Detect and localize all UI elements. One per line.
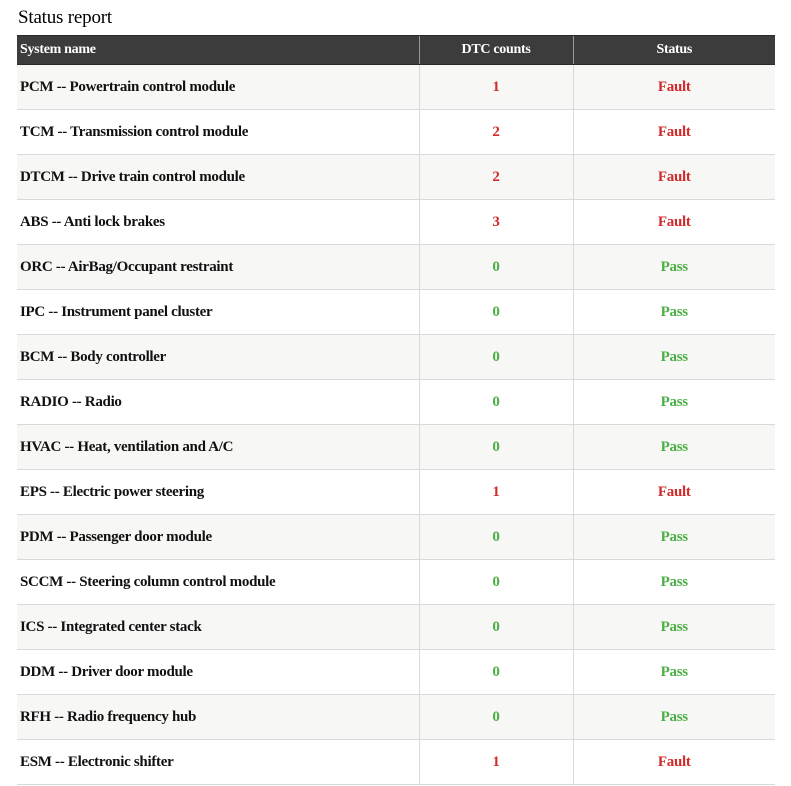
table-row [17, 380, 775, 425]
dtc-count-cell: 0 [419, 695, 573, 740]
dtc-count-cell: 2 [419, 110, 573, 155]
status-cell: Pass [573, 560, 775, 605]
status-cell: Pass [573, 335, 775, 380]
dtc-count-cell: 1 [419, 65, 573, 110]
status-cell: Pass [573, 380, 775, 425]
table-header [17, 36, 775, 65]
system-name-cell: ABS -- Anti lock brakes [17, 200, 419, 245]
dtc-count-cell: 0 [419, 290, 573, 335]
table-body [17, 65, 775, 785]
status-table [17, 35, 775, 785]
system-name-cell: SCCM -- Steering column control module [17, 560, 419, 605]
dtc-count-cell: 0 [419, 605, 573, 650]
table-row [17, 155, 775, 200]
system-name-cell: IPC -- Instrument panel cluster [17, 290, 419, 335]
dtc-count-cell: 0 [419, 560, 573, 605]
status-cell: Fault [573, 470, 775, 515]
dtc-count-cell: 0 [419, 425, 573, 470]
system-name-cell: ORC -- AirBag/Occupant restraint [17, 245, 419, 290]
status-cell: Fault [573, 65, 775, 110]
system-name-cell: DDM -- Driver door module [17, 650, 419, 695]
status-cell: Fault [573, 740, 775, 785]
status-cell: Fault [573, 200, 775, 245]
header-row [17, 36, 775, 65]
dtc-count-cell: 1 [419, 740, 573, 785]
system-name-cell: ICS -- Integrated center stack [17, 605, 419, 650]
system-name-cell: RADIO -- Radio [17, 380, 419, 425]
table-row [17, 290, 775, 335]
table-row [17, 425, 775, 470]
table-row [17, 740, 775, 785]
dtc-count-cell: 0 [419, 650, 573, 695]
status-cell: Pass [573, 695, 775, 740]
dtc-count-cell: 2 [419, 155, 573, 200]
table-row [17, 110, 775, 155]
table-row [17, 515, 775, 560]
status-cell: Pass [573, 290, 775, 335]
system-name-cell: BCM -- Body controller [17, 335, 419, 380]
table-row [17, 695, 775, 740]
dtc-count-cell: 0 [419, 380, 573, 425]
status-cell: Pass [573, 245, 775, 290]
table-row [17, 650, 775, 695]
system-name-cell: TCM -- Transmission control module [17, 110, 419, 155]
table-row [17, 470, 775, 515]
table-row [17, 65, 775, 110]
status-cell: Pass [573, 650, 775, 695]
dtc-count-cell: 0 [419, 335, 573, 380]
page-title: Status report [18, 7, 112, 28]
system-name-cell: ESM -- Electronic shifter [17, 740, 419, 785]
system-name-cell: RFH -- Radio frequency hub [17, 695, 419, 740]
table-row [17, 200, 775, 245]
status-cell: Fault [573, 110, 775, 155]
column-header-dtc-counts: DTC counts [419, 36, 573, 65]
system-name-cell: HVAC -- Heat, ventilation and A/C [17, 425, 419, 470]
system-name-cell: PDM -- Passenger door module [17, 515, 419, 560]
dtc-count-cell: 1 [419, 470, 573, 515]
system-name-cell: EPS -- Electric power steering [17, 470, 419, 515]
status-cell: Pass [573, 425, 775, 470]
dtc-count-cell: 3 [419, 200, 573, 245]
dtc-count-cell: 0 [419, 245, 573, 290]
table-row [17, 605, 775, 650]
system-name-cell: PCM -- Powertrain control module [17, 65, 419, 110]
column-header-system-name: System name [17, 36, 419, 65]
status-cell: Pass [573, 515, 775, 560]
dtc-count-cell: 0 [419, 515, 573, 560]
column-header-status: Status [573, 36, 775, 65]
status-cell: Fault [573, 155, 775, 200]
table-row [17, 245, 775, 290]
system-name-cell: DTCM -- Drive train control module [17, 155, 419, 200]
status-cell: Pass [573, 605, 775, 650]
table-row [17, 560, 775, 605]
table-row [17, 335, 775, 380]
